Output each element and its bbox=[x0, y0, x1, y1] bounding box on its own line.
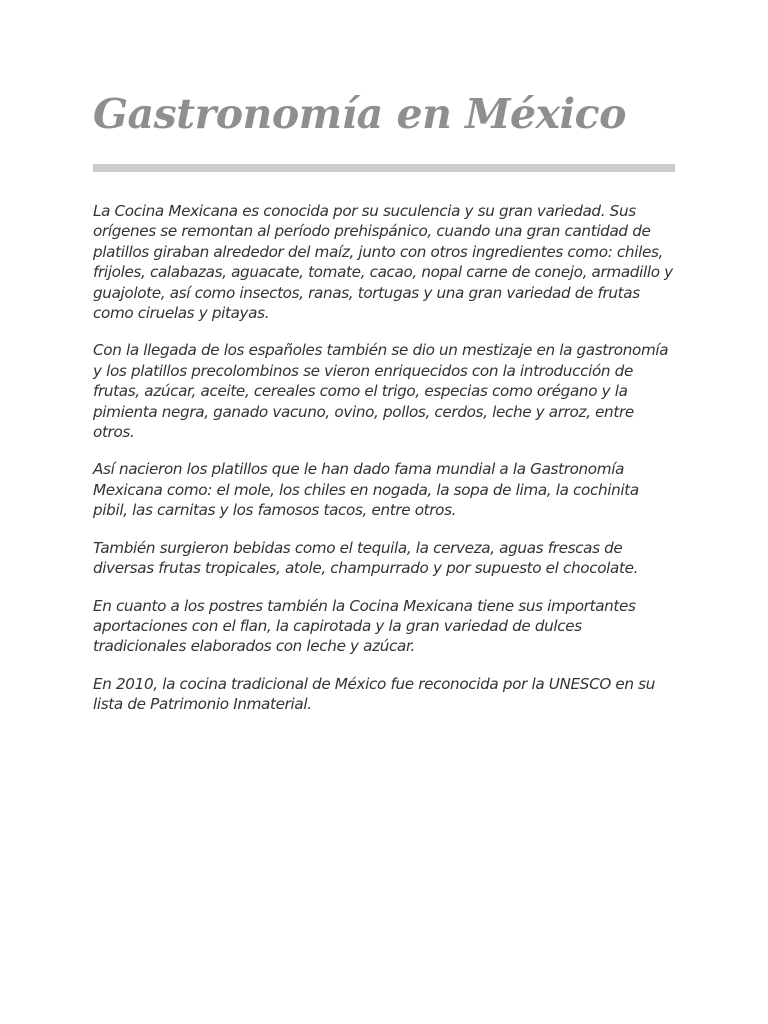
paragraph-6: En 2010, la cocina tradicional de México fue reconocida por la UNESCO en su lista de Patrimonio Inmaterial. bbox=[93, 674, 656, 714]
paragraph-5: En cuanto a los postres también la Cocina Mexicana tiene sus importantes aportaciones con el flan, la capirotada y la gran variedad de dulces tradicionales elaborados con leche y azúcar. bbox=[93, 596, 636, 656]
document-page bbox=[93, 86, 675, 732]
paragraph-1: La Cocina Mexicana es conocida por su suculencia y su gran variedad. Sus orígenes se remontan al período prehispánico, cuando una gran cantidad de platillos giraban alrededor del maíz, junto con otros ingredientes como: chiles, frijoles, calabazas, aguacate, tomate, cacao, nopal carne de conejo, armadillo y guajolote, así como insectos, ranas, tortugas y una gran variedad de frutas como ciruelas y pitayas. bbox=[93, 202, 673, 323]
title-divider bbox=[93, 164, 675, 172]
document-body bbox=[93, 201, 675, 715]
document-title: Gastronomía en México bbox=[93, 90, 626, 138]
paragraph-2: Con la llegada de los españoles también se dio un mestizaje en la gastronomía y los platillos precolombinos se vieron enriquecidos con la introducción de frutas, azúcar, aceite, cereales como el trigo, especias como orégano y la pimienta negra, ganado vacuno, ovino, pollos, cerdos, leche y arroz, entre otros. bbox=[93, 341, 669, 442]
paragraph-4: También surgieron bebidas como el tequila, la cerveza, aguas frescas de diversas frutas tropicales, atole, champurrado y por supuesto el chocolate. bbox=[93, 538, 639, 578]
paragraph-3: Así nacieron los platillos que le han dado fama mundial a la Gastronomía Mexicana como: el mole, los chiles en nogada, la sopa de lima, la cochinita pibil, las carnitas y los famosos tacos, entre otros. bbox=[93, 460, 639, 520]
